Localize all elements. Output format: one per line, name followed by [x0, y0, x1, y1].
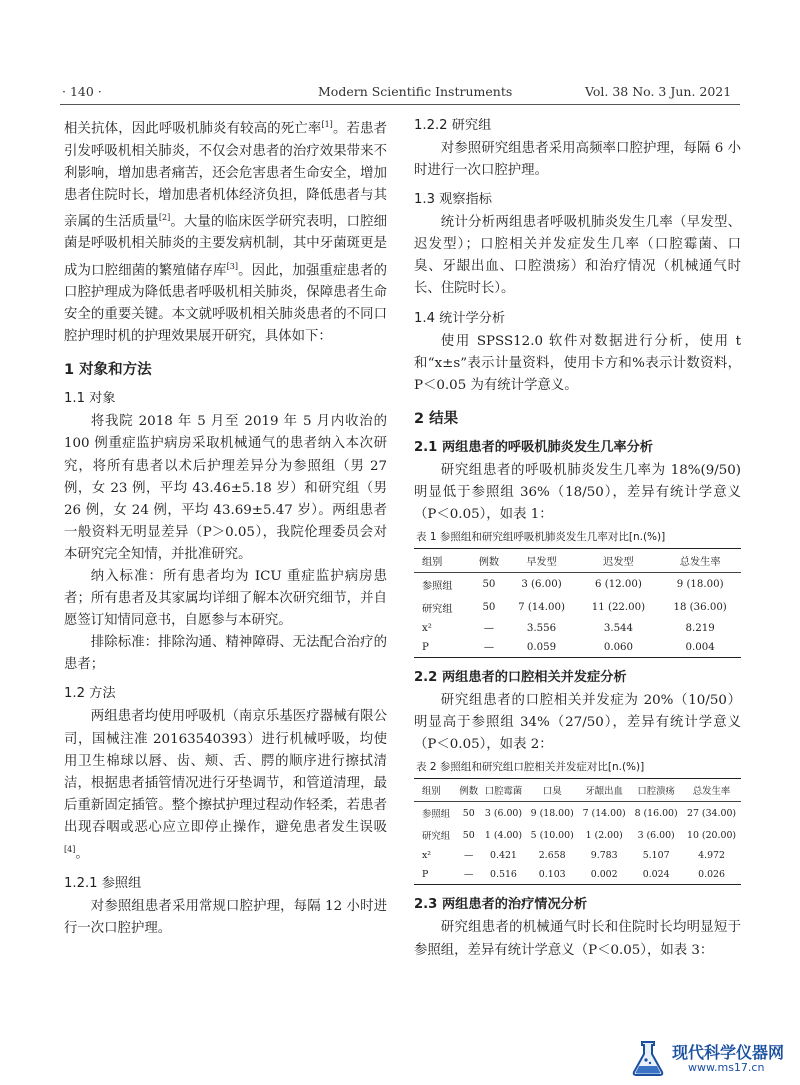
table-row — [414, 802, 741, 825]
table-cell: P — [422, 642, 429, 654]
subsection-heading-2-2: 2.2 两组患者的口腔相关并发症分析 — [414, 670, 627, 686]
table-cell: 7 (14.00) — [582, 807, 626, 819]
indicators-paragraph: 统计分析两组患者呼吸机肺炎发生几率（早发型、迟发型）；口腔相关并发症发生几率（口腔霉菌、口臭、牙龈出血、口腔溃疡）和治疗情况（机械通气时长、住院时长）。 — [414, 215, 741, 297]
table-cell: 1 (2.00) — [585, 829, 623, 841]
table-cell: 0.004 — [685, 642, 715, 654]
table-1 — [414, 548, 741, 658]
issue-info: Vol. 38 No. 3 Jun. 2021 — [585, 84, 732, 99]
table-cell: 0.026 — [698, 869, 725, 881]
table-header-cell: 牙龈出血 — [585, 786, 623, 798]
subsection-heading-1-3: 1.3 观察指标 — [414, 192, 492, 208]
table-cell: 0.421 — [490, 850, 517, 862]
table-cell: 7 (14.00) — [518, 602, 565, 614]
table-cell: 0.024 — [642, 869, 670, 881]
table-cell: — — [464, 869, 474, 881]
table-cell: 3 (6.00) — [484, 807, 523, 819]
table-cell: 0.002 — [590, 869, 618, 881]
table-cell: 1 (4.00) — [484, 829, 523, 841]
table-cell: 9 (18.00) — [530, 807, 574, 819]
table-cell: 18 (36.00) — [673, 602, 727, 614]
methods-paragraph: 两组患者均使用呼吸机（南京乐基医疗器械有限公司，国械注准 20163540393）进行机械呼吸，均使用卫生棉球以唇、齿、颊、舌、腭的顺序进行擦拭清洁，根据患者插管情况进行牙垫调节，和管道清理，最后重新固定插管。整个擦拭护理过程动作轻柔，若患者出现吞咽或恶心应立即停止操作，避免患者发生误吸[4]。 — [64, 709, 387, 862]
table-header-cell: 总发生率 — [679, 557, 721, 569]
table-cell: 4.972 — [698, 850, 725, 862]
result-3-paragraph: 研究组患者的机械通气时长和住院时长均明显短于参照组，差异有统计学意义（P＜0.05），如表 3： — [414, 920, 741, 958]
table-cell: 3.556 — [526, 623, 557, 635]
table-cell: 8.219 — [685, 623, 715, 635]
table-cell: 27 (34.00) — [687, 807, 737, 819]
watermark[interactable] — [628, 1036, 796, 1080]
table-cell: P — [422, 869, 429, 881]
header-rule — [60, 104, 740, 105]
statistics-paragraph: 使用 SPSS12.0 软件对数据进行分析，使用 t 和“x±s”表示计量资料，使用卡方和%表示计数资料，P＜0.05 为有统计学意义。 — [414, 333, 741, 393]
table-cell: 50 — [462, 807, 475, 819]
flask-logo-icon — [628, 1038, 668, 1078]
table-cell: 研究组 — [422, 831, 451, 843]
citation-3[interactable]: [3] — [226, 261, 238, 271]
table-cell: 3 (6.00) — [637, 829, 675, 841]
table-header-cell: 迟发型 — [603, 557, 634, 569]
subsection-heading-2-3: 2.3 两组患者的治疗情况分析 — [414, 897, 588, 913]
table-cell: 50 — [462, 829, 475, 841]
table-cell: 3.544 — [603, 623, 634, 635]
table-cell: 10 (20.00) — [687, 829, 737, 841]
table-cell: 研究组 — [422, 604, 453, 616]
table-cell: 5 (10.00) — [530, 829, 574, 841]
section-heading-2: 2 结果 — [414, 410, 459, 427]
table-header-row — [414, 549, 741, 573]
table-cell: 0.103 — [538, 869, 566, 881]
citation-4[interactable]: [4] — [64, 845, 76, 855]
table-cell: — — [483, 623, 495, 635]
table-2 — [414, 778, 741, 885]
intro-paragraph: 相关抗体，因此呼吸机肺炎有较高的死亡率[1]。若患者引发呼吸机相关肺炎，不仅会对患者的治疗效果带来不利影响，增加患者痛苦，还会危害患者生命安全，增加患者住院时长，增加患者机体经济负担，降低患者与其亲属的生活质量[2]。大量的临床医学研究表明，口腔细菌是呼吸机相关肺炎的主要发病机制，其中牙菌斑更是成为口腔细菌的繁殖储存库[3]。因此，加强重症患者的口腔护理成为降低患者呼吸机相关肺炎，保障患者生命安全的重要关键。本文就呼吸机相关肺炎患者的不同口腔护理时机的护理效果展开研究，具体如下： — [64, 120, 388, 345]
journal-title: Modern Scientific Instruments — [318, 84, 513, 99]
table-row — [414, 638, 741, 658]
subsection-heading-1-2-2: 1.2.2 研究组 — [414, 118, 492, 133]
table-header-cell: 例数 — [478, 557, 500, 569]
subsection-heading-1-1: 1.1 对象 — [64, 391, 116, 407]
table-cell: 6 (12.00) — [595, 579, 642, 591]
table-header-cell: 口腔溃疡 — [637, 786, 675, 798]
study-group-paragraph: 对参照研究组患者采用高频率口腔护理，每隔 6 小时进行一次口腔护理。 — [414, 141, 741, 179]
table-header-cell: 组别 — [422, 557, 443, 569]
table-cell: 50 — [482, 579, 496, 591]
left-column — [64, 114, 387, 940]
table-row — [414, 865, 741, 885]
table-header-cell: 早发型 — [526, 557, 557, 569]
subsection-heading-2-1: 2.1 两组患者的呼吸机肺炎发生几率分析 — [414, 439, 653, 455]
subjects-paragraph: 将我院 2018 年 5 月至 2019 年 5 月内收治的 100 例重症监护病房采取机械通气的患者纳入本次研究，将所有患者以术后护理差异分为参照组（男 27 例，女 23 例，平均 43.46±5.18 岁）和研究组（男 26 例，女 24 例，平均 43.69±5.47 岁）。两组患者一般资料无明显差异（P＞0.05），我院伦理委员会对本研究完全知情，并批准研究。 — [64, 414, 387, 562]
watermark-url[interactable]: www.ms17.cn — [688, 1061, 765, 1074]
table-row — [414, 846, 741, 865]
right-column — [414, 114, 741, 962]
table-cell: 11 (22.00) — [591, 602, 646, 614]
page-number: · 140 · — [62, 84, 102, 99]
table-row — [414, 619, 741, 638]
subsection-heading-1-4: 1.4 统计学分析 — [414, 310, 506, 326]
table-header-cell: 口腔霉菌 — [484, 786, 523, 798]
citation-1[interactable]: [1] — [321, 120, 333, 129]
table-row — [414, 596, 741, 619]
table-header-cell: 总发生率 — [692, 786, 731, 798]
exclusion-paragraph: 排除标准：排除沟通、精神障碍、无法配合治疗的患者； — [64, 635, 387, 673]
subsection-heading-1-2-1: 1.2.1 参照组 — [64, 875, 142, 891]
result-2-paragraph: 研究组患者的口腔相关并发症为 20%（10/50）明显高于参照组 34%（27/50），差异有统计学意义（P＜0.05），如表 2： — [414, 693, 741, 753]
table-cell: 9 (18.00) — [676, 579, 724, 591]
result-1-paragraph: 研究组患者的呼吸机肺炎发生几率为 18%(9/50) 明显低于参照组 36%（18/50），差异有统计学意义（P＜0.05），如表 1： — [414, 462, 741, 523]
watermark-text: 现代科学仪器网 — [672, 1043, 785, 1062]
table-2-caption: 表 2 参照组和研究组口腔相关并发症对比[n.(%)] — [416, 761, 645, 774]
table-cell: — — [464, 850, 474, 862]
table-header-cell: 组别 — [422, 786, 441, 798]
table-header-cell: 口臭 — [542, 786, 562, 798]
inclusion-paragraph: 纳入标准：所有患者均为 ICU 重症监护病房患者；所有患者及其家属均详细了解本次研究细节，并自愿签订知情同意书，自愿参与本研究。 — [64, 569, 387, 629]
table-cell: 9.783 — [590, 850, 618, 862]
table-header-row — [414, 779, 741, 802]
table-cell: 0.060 — [603, 642, 634, 654]
table-cell: 0.516 — [490, 869, 517, 881]
table-cell: 50 — [482, 602, 496, 614]
table-cell: 0.059 — [526, 642, 557, 654]
table-cell: x² — [422, 850, 432, 862]
table-row — [414, 573, 741, 597]
table-cell: — — [483, 642, 495, 654]
table-cell: 8 (16.00) — [634, 807, 678, 819]
table-cell: 5.107 — [642, 850, 670, 862]
table-1-caption: 表 1 参照组和研究组呼吸机肺炎发生几率对比[n.(%)] — [416, 531, 666, 544]
table-cell: 参照组 — [422, 809, 451, 821]
table-cell: 2.658 — [538, 850, 566, 862]
table-row — [414, 824, 741, 846]
table-header-cell: 例数 — [459, 786, 479, 798]
table-cell: x² — [422, 623, 432, 635]
control-group-paragraph: 对参照组患者采用常规口腔护理，每隔 12 小时进行一次口腔护理。 — [64, 898, 387, 936]
section-heading-1: 1 对象和方法 — [64, 362, 152, 379]
table-cell: 3 (6.00) — [521, 579, 562, 591]
subsection-heading-1-2: 1.2 方法 — [64, 686, 116, 702]
citation-2[interactable]: [2] — [158, 212, 171, 222]
table-cell: 参照组 — [422, 581, 453, 593]
